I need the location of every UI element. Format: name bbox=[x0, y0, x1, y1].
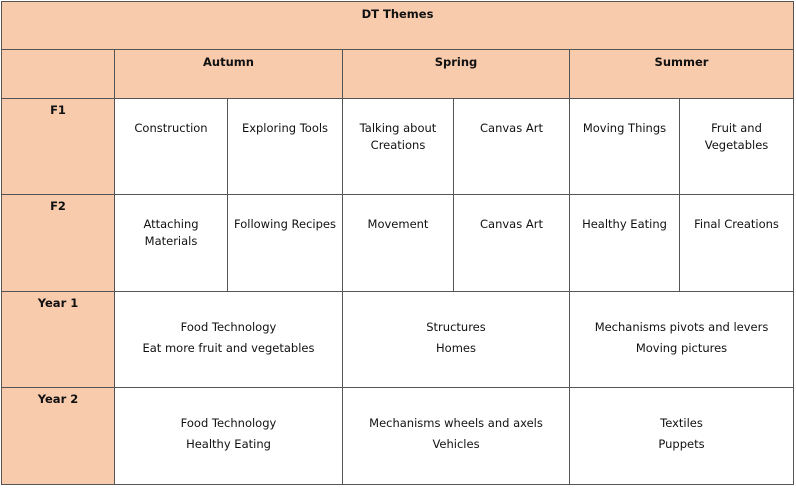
cell-f1-autumn-2: Exploring Tools bbox=[228, 98, 343, 195]
cell-f1-summer-1: Moving Things bbox=[570, 98, 680, 195]
cell-year1-spring: Structures Homes bbox=[343, 291, 570, 388]
cell-f2-autumn-2: Following Recipes bbox=[228, 195, 343, 292]
season-header-autumn: Autumn bbox=[115, 50, 343, 98]
row-label-year1: Year 1 bbox=[2, 291, 115, 388]
season-header-summer: Summer bbox=[570, 50, 794, 98]
cell-year2-autumn: Food Technology Healthy Eating bbox=[115, 388, 343, 485]
cell-f1-summer-2: Fruit and Vegetables bbox=[680, 98, 794, 195]
cell-f2-spring-2: Canvas Art bbox=[454, 195, 570, 292]
season-header-spring: Spring bbox=[343, 50, 570, 98]
table-title-text: DT Themes bbox=[361, 7, 434, 21]
row-year1 bbox=[2, 291, 794, 388]
cell-f1-spring-1: Talking about Creations bbox=[343, 98, 454, 195]
cell-f2-autumn-1: Attaching Materials bbox=[115, 195, 228, 292]
cell-f2-spring-1: Movement bbox=[343, 195, 454, 292]
table-title bbox=[2, 2, 794, 50]
row-label-f2: F2 bbox=[2, 195, 115, 292]
row-label-f1: F1 bbox=[2, 98, 115, 195]
row-f1 bbox=[2, 98, 794, 195]
cell-f1-spring-2: Canvas Art bbox=[454, 98, 570, 195]
row-label-year2: Year 2 bbox=[2, 388, 115, 485]
cell-year1-autumn: Food Technology Eat more fruit and vegetables bbox=[115, 291, 343, 388]
cell-year2-spring: Mechanisms wheels and axels Vehicles bbox=[343, 388, 570, 485]
cell-year2-summer: Textiles Puppets bbox=[570, 388, 794, 485]
dt-themes-table bbox=[1, 1, 794, 485]
corner-cell bbox=[2, 50, 115, 98]
cell-year1-summer: Mechanisms pivots and levers Moving pictures bbox=[570, 291, 794, 388]
cell-f2-summer-1: Healthy Eating bbox=[570, 195, 680, 292]
row-f2 bbox=[2, 195, 794, 292]
cell-f1-autumn-1: Construction bbox=[115, 98, 228, 195]
cell-f2-summer-2: Final Creations bbox=[680, 195, 794, 292]
row-year2 bbox=[2, 388, 794, 485]
